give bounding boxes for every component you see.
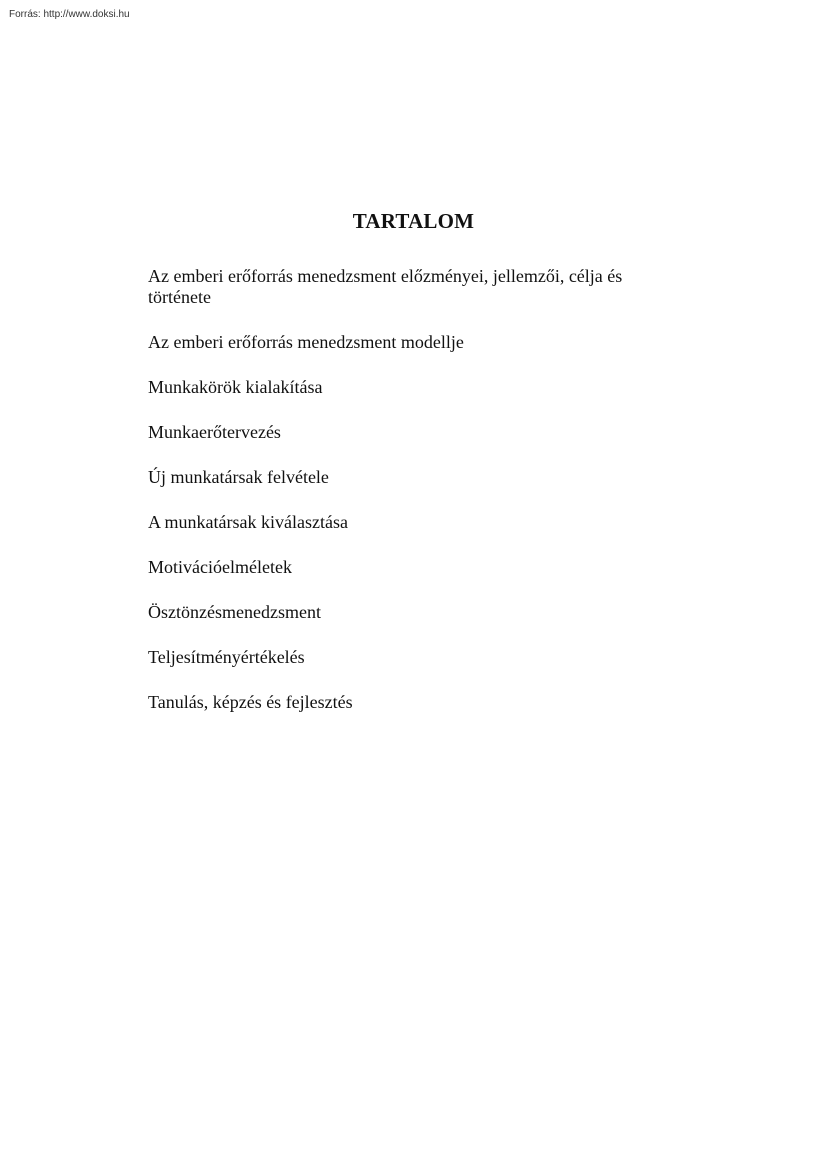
toc-item: Motivációelméletek [148, 557, 292, 577]
toc-item: Az emberi erőforrás menedzsment modellje [148, 332, 464, 352]
toc-item: Az emberi erőforrás menedzsment előzményei, jellemzői, célja és története [148, 266, 623, 307]
toc-item: A munkatársak kiválasztása [148, 512, 348, 532]
toc-item: Munkaerőtervezés [148, 422, 281, 442]
toc-item: Teljesítményértékelés [148, 647, 305, 667]
toc-item: Tanulás, képzés és fejlesztés [148, 692, 353, 712]
page-title: TARTALOM [352, 209, 475, 233]
toc-item: Új munkatársak felvétele [148, 467, 329, 487]
table-of-contents [148, 266, 688, 737]
toc-item: Munkakörök kialakítása [148, 377, 323, 397]
source-link[interactable]: Forrás: http://www.doksi.hu [9, 9, 130, 20]
toc-item: Ösztönzésmenedzsment [148, 602, 321, 622]
